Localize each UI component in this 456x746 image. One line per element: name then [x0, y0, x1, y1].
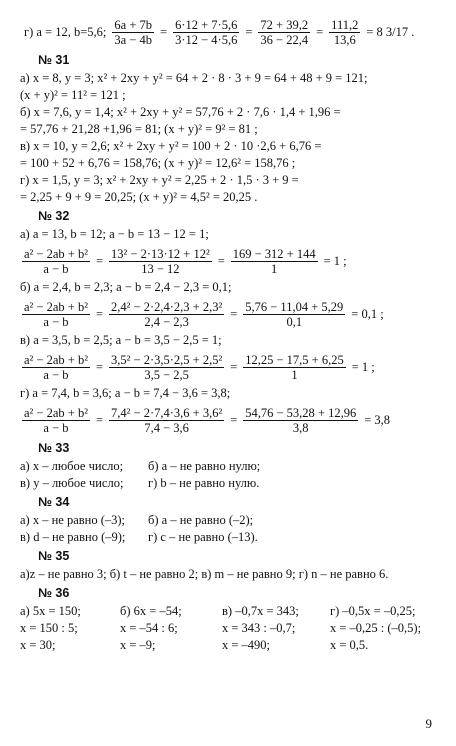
- problem-32-formula: $\frac{\text{a² − 2ab + b²}}{a - b}$ = $\frac{\text{13² − 2·13·12 + 12²}}{13 - 12}$ = $\frac{169 - 312 + 144}{1}$ = 1 ;: [24, 246, 347, 276]
- problem-36-heading: № 36: [38, 586, 70, 600]
- problem-32-heading: № 32: [38, 209, 70, 223]
- fraction: $\frac{\text{a² − 2ab + b²}}{a - b}$: [24, 352, 88, 382]
- problem-35-line: а)z – не равно 3; б) t – не равно 2; в) m – не равно 9; г) n – не равно 6.: [20, 567, 389, 581]
- problem-36-row: x = 150 : 5; x = –54 : 6; x = 343 : –0,7; x = –0,25 : (–0,5);: [20, 621, 422, 635]
- page-number: 9: [425, 716, 432, 731]
- problem-31-heading: № 31: [38, 53, 70, 67]
- problem-33-row: а) x – любое число; б) a – не равно нулю;: [20, 459, 261, 473]
- top-prefix: г) a = 12, b=5,6;: [24, 24, 107, 39]
- problem-35-heading: № 35: [38, 549, 70, 563]
- fraction: $\frac{\text{2,4² − 2·2,4·2,3 + 2,3²}}{2,4 - 2,3}$: [111, 299, 223, 329]
- problem-32-formula: $\frac{\text{a² − 2ab + b²}}{a - b}$ = $\frac{\text{7,4² − 2·7,4·3,6 + 3,6²}}{7,4 - 3,6}$ = $\frac{54,76 - 53,28 + 12,96}{3,8}$ = 3,8: [24, 405, 391, 435]
- fraction: $\frac{\text{3,5² − 2·3,5·2,5 + 2,5²}}{3,5 - 2,5}$: [111, 352, 223, 382]
- problem-31-line: в) x = 10, y = 2,6; x² + 2xy + y² = 100 + 2 · 10 ·2,6 + 6,76 =: [20, 139, 322, 153]
- problem-31-line: = 2,25 + 9 + 9 = 20,25; (x + y)² = 4,5² = 20,25 .: [20, 190, 258, 204]
- fraction: $\frac{\text{7,4² − 2·7,4·3,6 + 3,6²}}{7,4 - 3,6}$: [111, 405, 223, 435]
- fraction: $\frac{12,25 - 17,5 + 6,25}{1}$: [245, 352, 344, 382]
- problem-31-line: а) x = 8, y = 3; x² + 2xy + y² = 64 + 2 · 8 · 3 + 9 = 64 + 48 + 9 = 121;: [20, 71, 368, 85]
- problem-36-row: а) 5x = 150; б) 6x = –54; в) –0,7x = 343; г) –0,5x = –0,25;: [20, 604, 416, 618]
- problem-31-line: = 57,76 + 21,28 +1,96 = 81; (x + y)² = 9² = 81 ;: [20, 122, 258, 136]
- problem-33-row: в) y – любое число; г) b – не равно нулю.: [20, 476, 260, 490]
- fraction: $\frac{72 + 39,2}{36 - 22,4}$: [260, 17, 309, 47]
- fraction: $\frac{6\cdot 12 + 7\cdot 5,6}{3\cdot 12 - 4\cdot 5,6}$: [175, 17, 238, 47]
- problem-34-row: в) d – не равно (–9); г) c – не равно (–13).: [20, 530, 258, 544]
- fraction: $\frac{5,76 - 11,04 + 5,29}{0,1}$: [245, 299, 344, 329]
- fraction: $\frac{6a + 7b}{3a - 4b}$: [114, 17, 153, 47]
- problem-34-row: а) x – не равно (–3); б) a – не равно (–2);: [20, 513, 254, 527]
- fraction: $\frac{111,2}{13,6}$: [331, 17, 359, 47]
- problem-32-part-label: а) a = 13, b = 12; a − b = 13 − 12 = 1;: [20, 227, 209, 241]
- problem-32-part-label: б) a = 2,4, b = 2,3; a − b = 2,4 − 2,3 = 0,1;: [20, 280, 232, 294]
- top-result: = 8 3/17 .: [366, 24, 415, 39]
- textbook-page: [20, 14, 440, 654]
- problem-33-heading: № 33: [38, 441, 70, 455]
- problem-31-line: (x + y)² = 11² = 121 ;: [20, 88, 126, 102]
- fraction: $\frac{\text{a² − 2ab + b²}}{a - b}$: [24, 405, 88, 435]
- fraction: $\frac{169 - 312 + 144}{1}$: [232, 246, 316, 276]
- fraction: $\frac{54,76 - 53,28 + 12,96}{3,8}$: [245, 405, 357, 435]
- problem-36-row: x = 30; x = –9; x = –490; x = 0,5.: [20, 638, 369, 652]
- problem-34-heading: № 34: [38, 495, 70, 509]
- problem-31-line: = 100 + 52 + 6,76 = 158,76; (x + y)² = 12,6² = 158,76 ;: [20, 156, 296, 170]
- fraction: $\frac{\text{a² − 2ab + b²}}{a - b}$: [24, 246, 88, 276]
- problem-32-part-label: г) a = 7,4, b = 3,6; a − b = 7,4 − 3,6 = 3,8;: [20, 386, 231, 400]
- problem-32-formula: $\frac{\text{a² − 2ab + b²}}{a - b}$ = $\frac{\text{3,5² − 2·3,5·2,5 + 2,5²}}{3,5 - 2,5}$ = $\frac{12,25 - 17,5 + 6,25}{1}$ = 1 ;: [24, 352, 375, 382]
- problem-31-line: б) x = 7,6, y = 1,4; x² + 2xy + y² = 57,76 + 2 · 7,6 · 1,4 + 1,96 =: [20, 105, 341, 119]
- fraction: $\frac{\text{a² − 2ab + b²}}{a - b}$: [24, 299, 88, 329]
- problem-31-line: г) x = 1,5, y = 3; x² + 2xy + y² = 2,25 + 2 · 1,5 · 3 + 9 =: [20, 173, 299, 187]
- top-formula-line: г) a = 12, b=5,6; $\frac{6a + 7b}{3a - 4b}$ = $\frac{6\cdot 12 + 7\cdot 5,6}{3\cdot 12 - 4\cdot 5,6}$ = $\frac{72 + 39,2}{36 - 22,4}$ = $\frac{111,2}{13,6}$ = 8 3/17 .: [20, 14, 440, 50]
- problem-32-part-label: в) a = 3,5, b = 2,5; a − b = 3,5 − 2,5 = 1;: [20, 333, 222, 347]
- problem-32-formula: $\frac{\text{a² − 2ab + b²}}{a - b}$ = $\frac{\text{2,4² − 2·2,4·2,3 + 2,3²}}{2,4 - 2,3}$ = $\frac{5,76 - 11,04 + 5,29}{0,1}$ = 0,1 ;: [24, 299, 384, 329]
- fraction: $\frac{\text{13² − 2·13·12 + 12²}}{13 - 12}$: [111, 246, 210, 276]
